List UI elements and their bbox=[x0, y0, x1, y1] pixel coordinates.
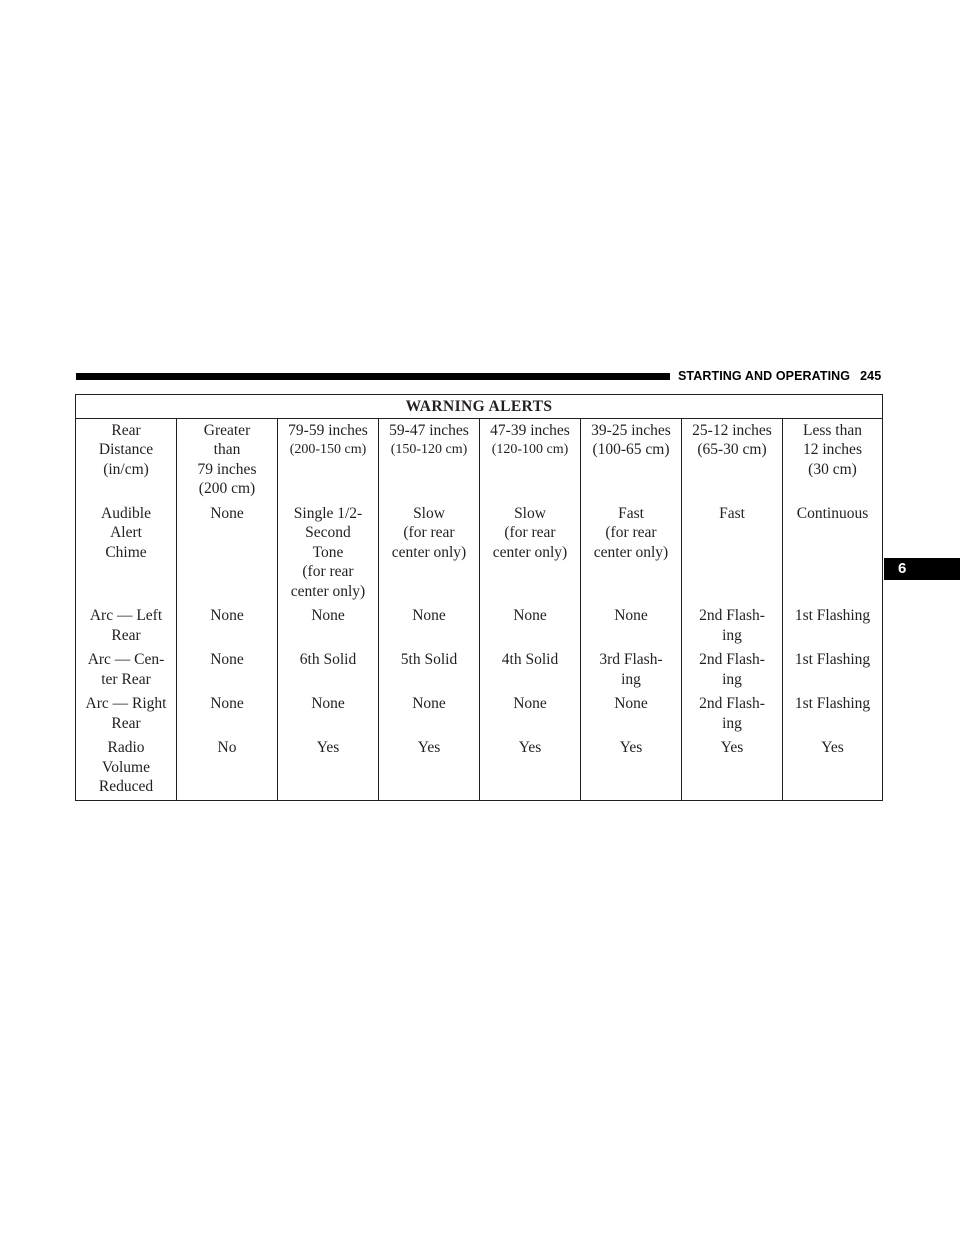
table-cell: Continuous bbox=[783, 502, 883, 605]
header-rule bbox=[76, 373, 670, 380]
table-title-row bbox=[76, 395, 883, 419]
distance-cell bbox=[682, 418, 783, 502]
distance-cell bbox=[783, 418, 883, 502]
distance-text: 59-47 inches bbox=[389, 421, 469, 439]
table-cell: None bbox=[480, 604, 581, 648]
distance-text: Greater than 79 inches (200 cm) bbox=[197, 421, 257, 497]
row-label: Radio Volume Reduced bbox=[76, 736, 177, 800]
table-cell: None bbox=[177, 648, 278, 692]
distance-metric: (150-120 cm) bbox=[390, 442, 468, 457]
warning-alerts-table bbox=[75, 394, 883, 801]
page-number: 245 bbox=[860, 369, 882, 383]
table-row-arc-center-rear bbox=[76, 648, 883, 692]
table-cell: 5th Solid bbox=[379, 648, 480, 692]
distance-text: 47-39 inches bbox=[490, 421, 570, 439]
distance-cell bbox=[278, 418, 379, 502]
table-cell: Yes bbox=[783, 736, 883, 800]
table-cell: 1st Flashing bbox=[783, 604, 883, 648]
table-cell: 4th Solid bbox=[480, 648, 581, 692]
table-cell: Yes bbox=[581, 736, 682, 800]
chapter-tab: 6 bbox=[884, 558, 960, 580]
table-cell: None bbox=[379, 604, 480, 648]
distance-cell bbox=[177, 418, 278, 502]
table-cell: None bbox=[278, 692, 379, 736]
distance-metric: (120-100 cm) bbox=[491, 442, 569, 457]
table-cell: None bbox=[177, 502, 278, 605]
row-label: Arc — Cen- ter Rear bbox=[76, 648, 177, 692]
table-cell: None bbox=[480, 692, 581, 736]
running-header bbox=[678, 369, 881, 383]
table-cell: Yes bbox=[480, 736, 581, 800]
distance-row bbox=[76, 418, 883, 502]
distance-cell bbox=[581, 418, 682, 502]
row-label: Audible Alert Chime bbox=[76, 502, 177, 605]
table-cell: 6th Solid bbox=[278, 648, 379, 692]
table-cell: Fast bbox=[682, 502, 783, 605]
table-cell: None bbox=[379, 692, 480, 736]
table-cell: None bbox=[581, 604, 682, 648]
table-cell: Yes bbox=[278, 736, 379, 800]
table-cell: 1st Flashing bbox=[783, 648, 883, 692]
distance-metric: (200-150 cm) bbox=[289, 442, 367, 457]
table-cell: None bbox=[278, 604, 379, 648]
distance-text: 25-12 inches (65-30 cm) bbox=[692, 421, 772, 458]
table-cell: Yes bbox=[379, 736, 480, 800]
distance-cell bbox=[480, 418, 581, 502]
table-cell: 3rd Flash- ing bbox=[581, 648, 682, 692]
table-cell: 2nd Flash- ing bbox=[682, 604, 783, 648]
distance-text: 79-59 inches bbox=[288, 421, 368, 439]
table-cell: 2nd Flash- ing bbox=[682, 692, 783, 736]
distance-cell bbox=[379, 418, 480, 502]
table-cell: 1st Flashing bbox=[783, 692, 883, 736]
section-title: STARTING AND OPERATING bbox=[678, 369, 851, 383]
row-label: Arc — Left Rear bbox=[76, 604, 177, 648]
table-row-arc-right-rear bbox=[76, 692, 883, 736]
table-cell: None bbox=[581, 692, 682, 736]
table-cell: None bbox=[177, 692, 278, 736]
table-row-audible-chime bbox=[76, 502, 883, 605]
distance-text: Less than 12 inches (30 cm) bbox=[803, 421, 862, 478]
row-label: Rear Distance (in/cm) bbox=[76, 418, 177, 502]
table-cell: 2nd Flash- ing bbox=[682, 648, 783, 692]
row-label: Arc — Right Rear bbox=[76, 692, 177, 736]
table-row-arc-left-rear bbox=[76, 604, 883, 648]
table-cell: Slow (for rear center only) bbox=[480, 502, 581, 605]
distance-text: 39-25 inches (100-65 cm) bbox=[591, 421, 671, 458]
table-row-radio-volume bbox=[76, 736, 883, 800]
table-cell: Single 1/2- Second Tone (for rear center only) bbox=[278, 502, 379, 605]
table-cell: Slow (for rear center only) bbox=[379, 502, 480, 605]
table-cell: Fast (for rear center only) bbox=[581, 502, 682, 605]
table-cell: Yes bbox=[682, 736, 783, 800]
table-cell: None bbox=[177, 604, 278, 648]
table-title: WARNING ALERTS bbox=[76, 395, 883, 419]
table-cell: No bbox=[177, 736, 278, 800]
